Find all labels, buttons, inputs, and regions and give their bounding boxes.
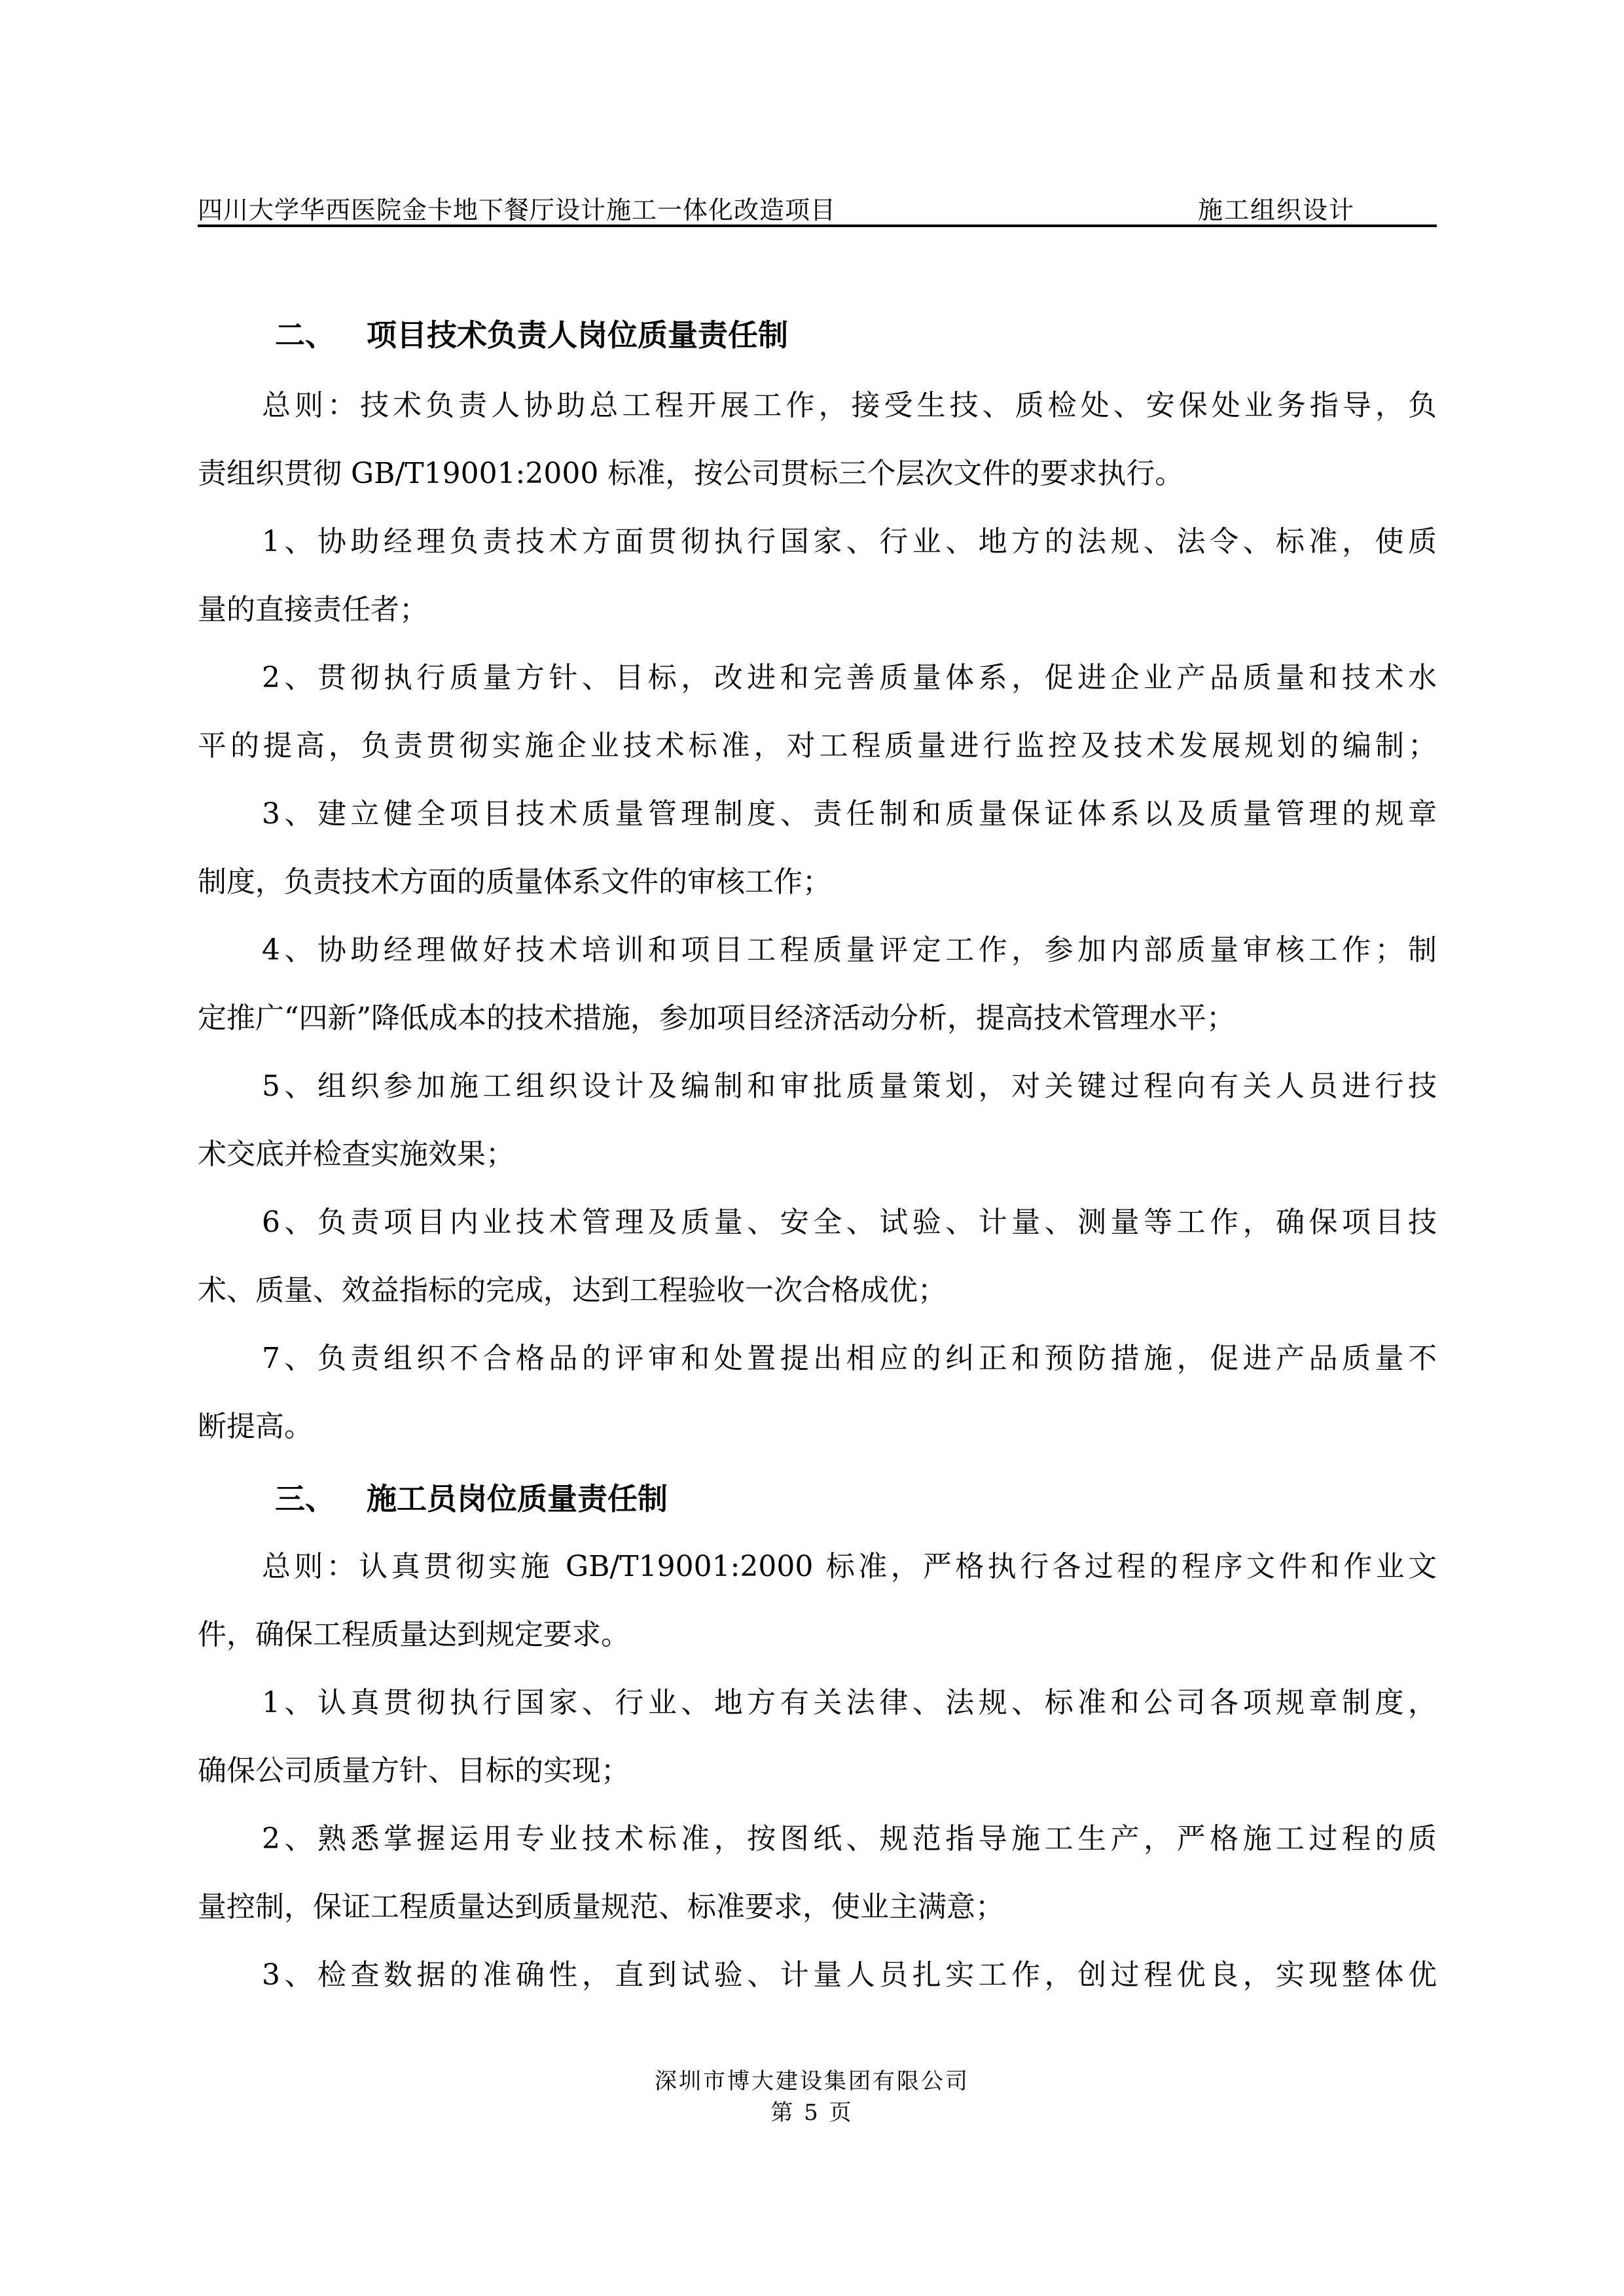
paragraph-line: 总则：认真贯彻实施 GB/T19001:2000 标准，严格执行各过程的程序文件和作业文 bbox=[262, 1550, 1437, 1583]
footer-company: 深圳市博大建设集团有限公司 bbox=[655, 2068, 969, 2094]
paragraph-line: 制度，负责技术方面的质量体系文件的审核工作； bbox=[198, 865, 831, 899]
paragraph-line: 5、组织参加施工组织设计及编制和审批质量策划，对关键过程向有关人员进行技 bbox=[262, 1069, 1437, 1103]
header-doc-type: 施工组织设计 bbox=[1198, 196, 1356, 224]
paragraph-line: 3、检查数据的准确性，直到试验、计量人员扎实工作，创过程优良，实现整体优 bbox=[262, 1958, 1437, 1992]
paragraph-line: 2、贯彻执行质量方针、目标，改进和完善质量体系，促进企业产品质量和技术水 bbox=[262, 661, 1437, 694]
paragraph-line: 平的提高，负责贯彻实施企业技术标准，对工程质量进行监控及技术发展规划的编制； bbox=[198, 729, 1437, 762]
section-title: 施工员岗位质量责任制 bbox=[367, 1481, 668, 1516]
header-project-title: 四川大学华西医院金卡地下餐厅设计施工一体化改造项目 bbox=[198, 196, 837, 224]
paragraph-line: 件，确保工程质量达到规定要求。 bbox=[198, 1618, 630, 1651]
paragraph-line: 1、认真贯彻执行国家、行业、地方有关法律、法规、标准和公司各项规章制度， bbox=[262, 1686, 1437, 1719]
paragraph-line: 4、协助经理做好技术培训和项目工程质量评定工作，参加内部质量审核工作；制 bbox=[262, 933, 1437, 967]
paragraph-line: 确保公司质量方针、目标的实现； bbox=[198, 1754, 630, 1787]
section-number: 二、 bbox=[275, 317, 335, 353]
paragraph-line: 总则：技术负责人协助总工程开展工作，接受生技、质检处、安保处业务指导，负 bbox=[262, 389, 1437, 422]
paragraph-line: 6、负责项目内业技术管理及质量、安全、试验、计量、测量等工作，确保项目技 bbox=[262, 1206, 1437, 1239]
paragraph-line: 7、负责组织不合格品的评审和处置提出相应的纠正和预防措施，促进产品质量不 bbox=[262, 1342, 1437, 1375]
section-title: 项目技术负责人岗位质量责任制 bbox=[367, 317, 788, 353]
paragraph-line: 3、建立健全项目技术质量管理制度、责任制和质量保证体系以及质量管理的规章 bbox=[262, 797, 1437, 831]
paragraph-line: 术交底并检查实施效果； bbox=[198, 1138, 514, 1171]
paragraph-line: 量的直接责任者； bbox=[198, 593, 428, 626]
paragraph-line: 术、质量、效益指标的完成，达到工程验收一次合格成优； bbox=[198, 1274, 947, 1307]
paragraph-line: 责组织贯彻 GB/T19001:2000 标准，按公司贯标三个层次文件的要求执行。 bbox=[198, 457, 1184, 490]
paragraph-line: 1、协助经理负责技术方面贯彻执行国家、行业、地方的法规、法令、标准，使质 bbox=[262, 525, 1437, 558]
paragraph-line: 断提高。 bbox=[198, 1410, 313, 1443]
header-rule bbox=[198, 224, 1437, 227]
footer-page-number: 第 5 页 bbox=[770, 2100, 854, 2126]
paragraph-line: 量控制，保证工程质量达到质量规范、标准要求，使业主满意； bbox=[198, 1890, 1004, 1924]
section-number: 三、 bbox=[275, 1481, 335, 1516]
paragraph-line: 2、熟悉掌握运用专业技术标准，按图纸、规范指导施工生产，严格施工过程的质 bbox=[262, 1822, 1437, 1856]
paragraph-line: 定推广“四新”降低成本的技术措施，参加项目经济活动分析，提高技术管理水平； bbox=[198, 1001, 1235, 1035]
